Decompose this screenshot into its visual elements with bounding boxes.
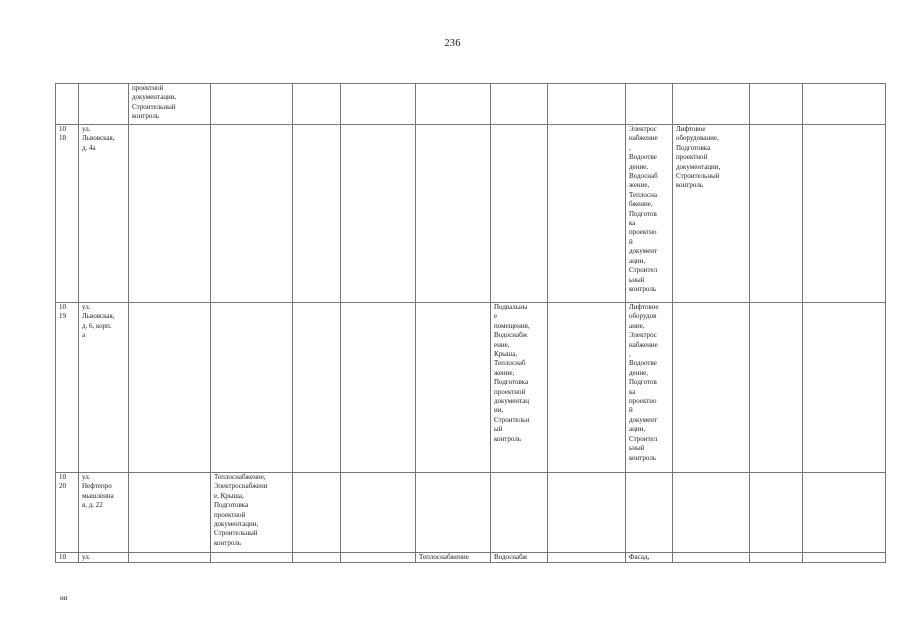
cell-work-col-9: [548, 473, 626, 553]
cell-work-col-10: Фасад,: [626, 553, 673, 563]
cell-work-col-5: [293, 84, 341, 125]
table-row: [56, 553, 886, 563]
cell-work-col-13: [803, 473, 886, 553]
cell-number: 10 20: [56, 473, 79, 553]
cell-work-col-10: Электрос набжение , Водоотве дение, Водоснаб жение, Теплосна бжение, Подготов ка проектно й документ ации, Строител ьный контроль: [626, 125, 673, 303]
cell-address: ул. Нефтепро мышленна я, д. 22: [79, 473, 129, 553]
cell-work-col-3: проектной документации, Строительный контроль: [129, 84, 211, 125]
cell-work-col-12: [750, 84, 803, 125]
cell-work-col-12: [750, 303, 803, 473]
cell-work-col-5: [293, 473, 341, 553]
table-row: [56, 125, 886, 303]
cell-work-col-8: [491, 125, 548, 303]
register-table: [55, 83, 886, 563]
cell-work-col-10: [626, 84, 673, 125]
table-row: [56, 303, 886, 473]
cell-work-col-8: [491, 473, 548, 553]
cell-work-col-6: [341, 553, 416, 563]
cell-work-col-4: [211, 303, 293, 473]
cell-work-col-12: [750, 473, 803, 553]
cell-work-col-12: [750, 553, 803, 563]
cell-work-col-9: [548, 84, 626, 125]
cell-work-col-11: Лифтовое оборудование, Подготовка проектной документации, Строительный контроль: [673, 125, 750, 303]
cell-address: [79, 84, 129, 125]
cell-work-col-3: [129, 125, 211, 303]
cell-work-col-4: [211, 84, 293, 125]
cell-work-col-13: [803, 303, 886, 473]
cell-work-col-7: [416, 84, 491, 125]
cell-number: 10 19: [56, 303, 79, 473]
cell-work-col-4: [211, 125, 293, 303]
cell-work-col-5: [293, 303, 341, 473]
cell-work-col-9: [548, 553, 626, 563]
cell-address: ул.: [79, 553, 129, 563]
cell-address: ул. Львовская, д. 6, корп. а: [79, 303, 129, 473]
cell-work-col-8: [491, 84, 548, 125]
cell-work-col-10: Лифтовое оборудов ание, Электрос набжение , Водоотве дение, Подготов ка проектно й документ ации, Строител ьный контроль: [626, 303, 673, 473]
cell-work-col-8: Водоснабж: [491, 553, 548, 563]
cell-work-col-11: [673, 553, 750, 563]
cell-work-col-7: Теплоснабжение: [416, 553, 491, 563]
cell-work-col-13: [803, 125, 886, 303]
cell-work-col-6: [341, 84, 416, 125]
cell-work-col-6: [341, 125, 416, 303]
cell-work-col-7: [416, 303, 491, 473]
cell-work-col-8: Подвальны е помещения, Водоснабж ение, Крыша, Теплоснаб жение, Подготовка проектной документац ии, Строительн ый контроль: [491, 303, 548, 473]
cell-work-col-4: Теплоснабжение, Электроснабжени е, Крыша, Подготовка проектной документации, Строительный контроль: [211, 473, 293, 553]
cell-work-col-3: [129, 303, 211, 473]
cell-number: [56, 84, 79, 125]
page-number: 236: [444, 38, 461, 49]
cell-address: ул. Львовская, д. 4а: [79, 125, 129, 303]
cell-number: 10 18: [56, 125, 79, 303]
cell-work-col-5: [293, 553, 341, 563]
cell-work-col-11: [673, 473, 750, 553]
table-row: [56, 473, 886, 553]
cell-number: 10: [56, 553, 79, 563]
cell-work-col-12: [750, 125, 803, 303]
footer-mark: ии: [60, 594, 68, 602]
cell-work-col-9: [548, 303, 626, 473]
cell-work-col-7: [416, 125, 491, 303]
cell-work-col-3: [129, 473, 211, 553]
cell-work-col-9: [548, 125, 626, 303]
cell-work-col-5: [293, 125, 341, 303]
cell-work-col-3: [129, 553, 211, 563]
table-row: [56, 84, 886, 125]
cell-work-col-7: [416, 473, 491, 553]
cell-work-col-13: [803, 84, 886, 125]
cell-work-col-13: [803, 553, 886, 563]
cell-work-col-4: [211, 553, 293, 563]
cell-work-col-6: [341, 473, 416, 553]
cell-work-col-10: [626, 473, 673, 553]
cell-work-col-11: [673, 84, 750, 125]
cell-work-col-6: [341, 303, 416, 473]
cell-work-col-11: [673, 303, 750, 473]
